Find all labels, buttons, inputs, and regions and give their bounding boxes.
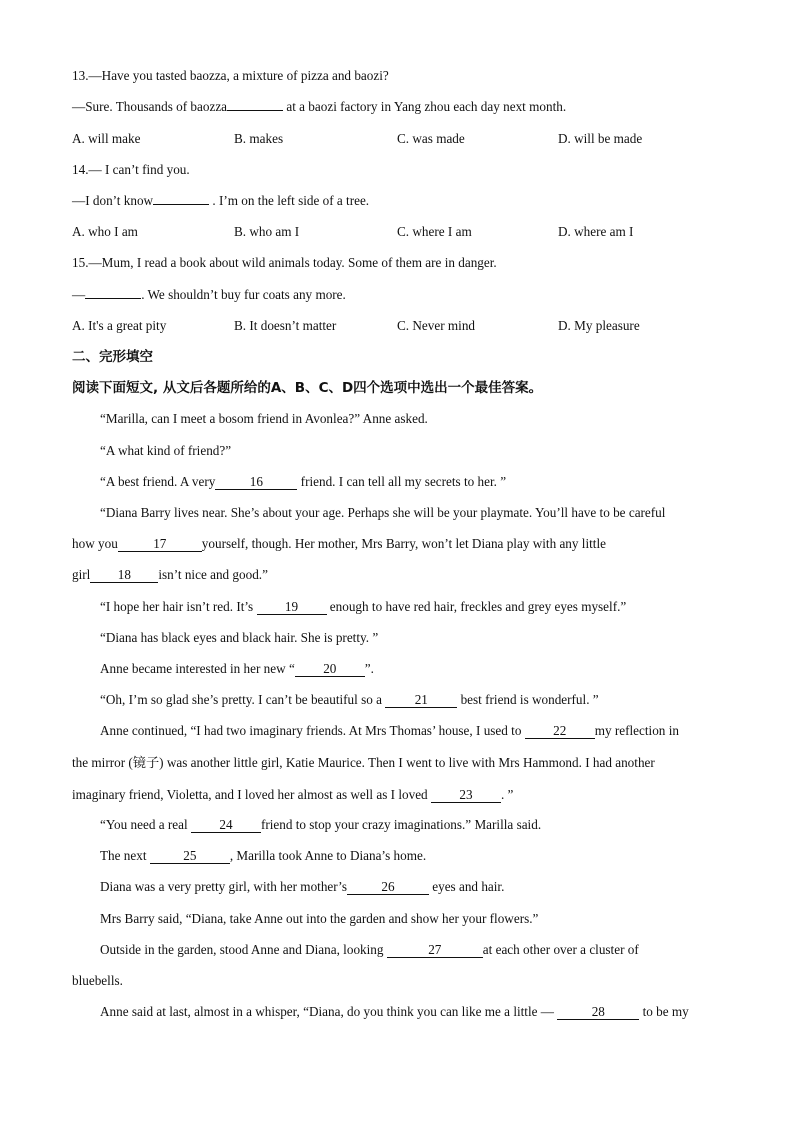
answer-blank	[227, 110, 283, 111]
passage-line: Outside in the garden, stood Anne and Diana, looking 27 at each other over a cluster of	[100, 942, 639, 957]
passage-line: “Marilla, can I meet a bosom friend in Avonlea?” Anne asked.	[100, 411, 428, 426]
question-15-stem: 15.—Mum, I read a book about wild animals today. Some of them are in danger.	[72, 255, 497, 270]
passage-line: “A best friend. A very 16 friend. I can tell all my secrets to her. ”	[100, 474, 507, 489]
question-15-answer: — . We shouldn’t buy fur coats any more.	[72, 287, 346, 302]
cloze-blank-19: 19	[257, 600, 327, 615]
question-13-answer: —Sure. Thousands of baozza at a baozi factory in Yang zhou each day next month.	[72, 99, 567, 114]
cloze-blank-23: 23	[431, 788, 501, 803]
cloze-blank-24: 24	[191, 818, 261, 833]
question-14-option-a: A. who I am	[72, 224, 138, 239]
passage-line: “A what kind of friend?”	[100, 443, 232, 458]
question-13-option-c: C. was made	[397, 131, 465, 146]
passage-line: “You need a real 24 friend to stop your crazy imaginations.” Marilla said.	[100, 817, 542, 832]
passage-line: Anne said at last, almost in a whisper, “Diana, do you think you can like me a little — 28 to be my	[100, 1004, 689, 1019]
question-13-option-d: D. will be made	[558, 131, 643, 146]
passage-line: how you 17 yourself, though. Her mother, Mrs Barry, won’t let Diana play with any little	[72, 536, 606, 551]
cloze-blank-17: 17	[118, 537, 202, 552]
passage-line: The next 25 , Marilla took Anne to Diana’s home.	[100, 848, 427, 863]
passage-line: “Diana has black eyes and black hair. She is pretty. ”	[100, 630, 379, 645]
passage-line: Mrs Barry said, “Diana, take Anne out into the garden and show her your flowers.”	[100, 911, 539, 926]
question-15-option-b: B. It doesn’t matter	[234, 318, 337, 333]
cloze-blank-22: 22	[525, 724, 595, 739]
question-13-option-a: A. will make	[72, 131, 141, 146]
passage-line: bluebells.	[72, 973, 123, 988]
passage-line: Anne became interested in her new “ 20 ”.	[100, 661, 374, 676]
question-14-option-b: B. who am I	[234, 224, 300, 239]
cloze-blank-26: 26	[347, 880, 429, 895]
passage-line: Diana was a very pretty girl, with her mother’s 26 eyes and hair.	[100, 879, 505, 894]
cloze-blank-27: 27	[387, 943, 483, 958]
question-15-option-c: C. Never mind	[397, 318, 476, 333]
question-13-stem: 13.—Have you tasted baozza, a mixture of pizza and baozi?	[72, 68, 389, 83]
section-title: 二、完形填空	[72, 349, 153, 365]
passage-line: girl 18 isn’t nice and good.”	[72, 567, 268, 582]
question-14-option-d: D. where am I	[558, 224, 634, 239]
answer-blank	[85, 298, 141, 299]
cloze-blank-21: 21	[385, 693, 457, 708]
answer-blank	[153, 204, 209, 205]
cloze-blank-25: 25	[150, 849, 230, 864]
passage-line: “I hope her hair isn’t red. It’s 19 enough to have red hair, freckles and grey eyes myself.”	[100, 599, 627, 614]
passage-line: “Diana Barry lives near. She’s about your age. Perhaps she will be your playmate. You’ll have to be careful	[100, 505, 666, 520]
section-instruction: 阅读下面短文, 从文后各题所给的A、B、C、D四个选项中选出一个最佳答案。	[72, 380, 543, 396]
question-13-option-b: B. makes	[234, 131, 284, 146]
cloze-blank-18: 18	[90, 568, 158, 583]
passage-line: Anne continued, “I had two imaginary friends. At Mrs Thomas’ house, I used to 22 my reflection in	[100, 723, 679, 738]
passage-line: imaginary friend, Violetta, and I loved her almost as well as I loved 23 . ”	[72, 787, 514, 802]
passage-line: the mirror (镜子) was another little girl, Katie Maurice. Then I went to live with Mrs Hammond. I had another	[72, 755, 655, 770]
question-15-option-d: D. My pleasure	[558, 318, 640, 333]
question-14-stem: 14.— I can’t find you.	[72, 162, 190, 177]
question-14-answer: —I don’t know . I’m on the left side of a tree.	[72, 193, 370, 208]
cloze-blank-28: 28	[557, 1005, 639, 1020]
passage-line: “Oh, I’m so glad she’s pretty. I can’t be beautiful so a 21 best friend is wonderful. ”	[100, 692, 599, 707]
cloze-blank-20: 20	[295, 662, 365, 677]
question-14-option-c: C. where I am	[397, 224, 472, 239]
question-15-option-a: A. It's a great pity	[72, 318, 167, 333]
cloze-blank-16: 16	[215, 475, 297, 490]
